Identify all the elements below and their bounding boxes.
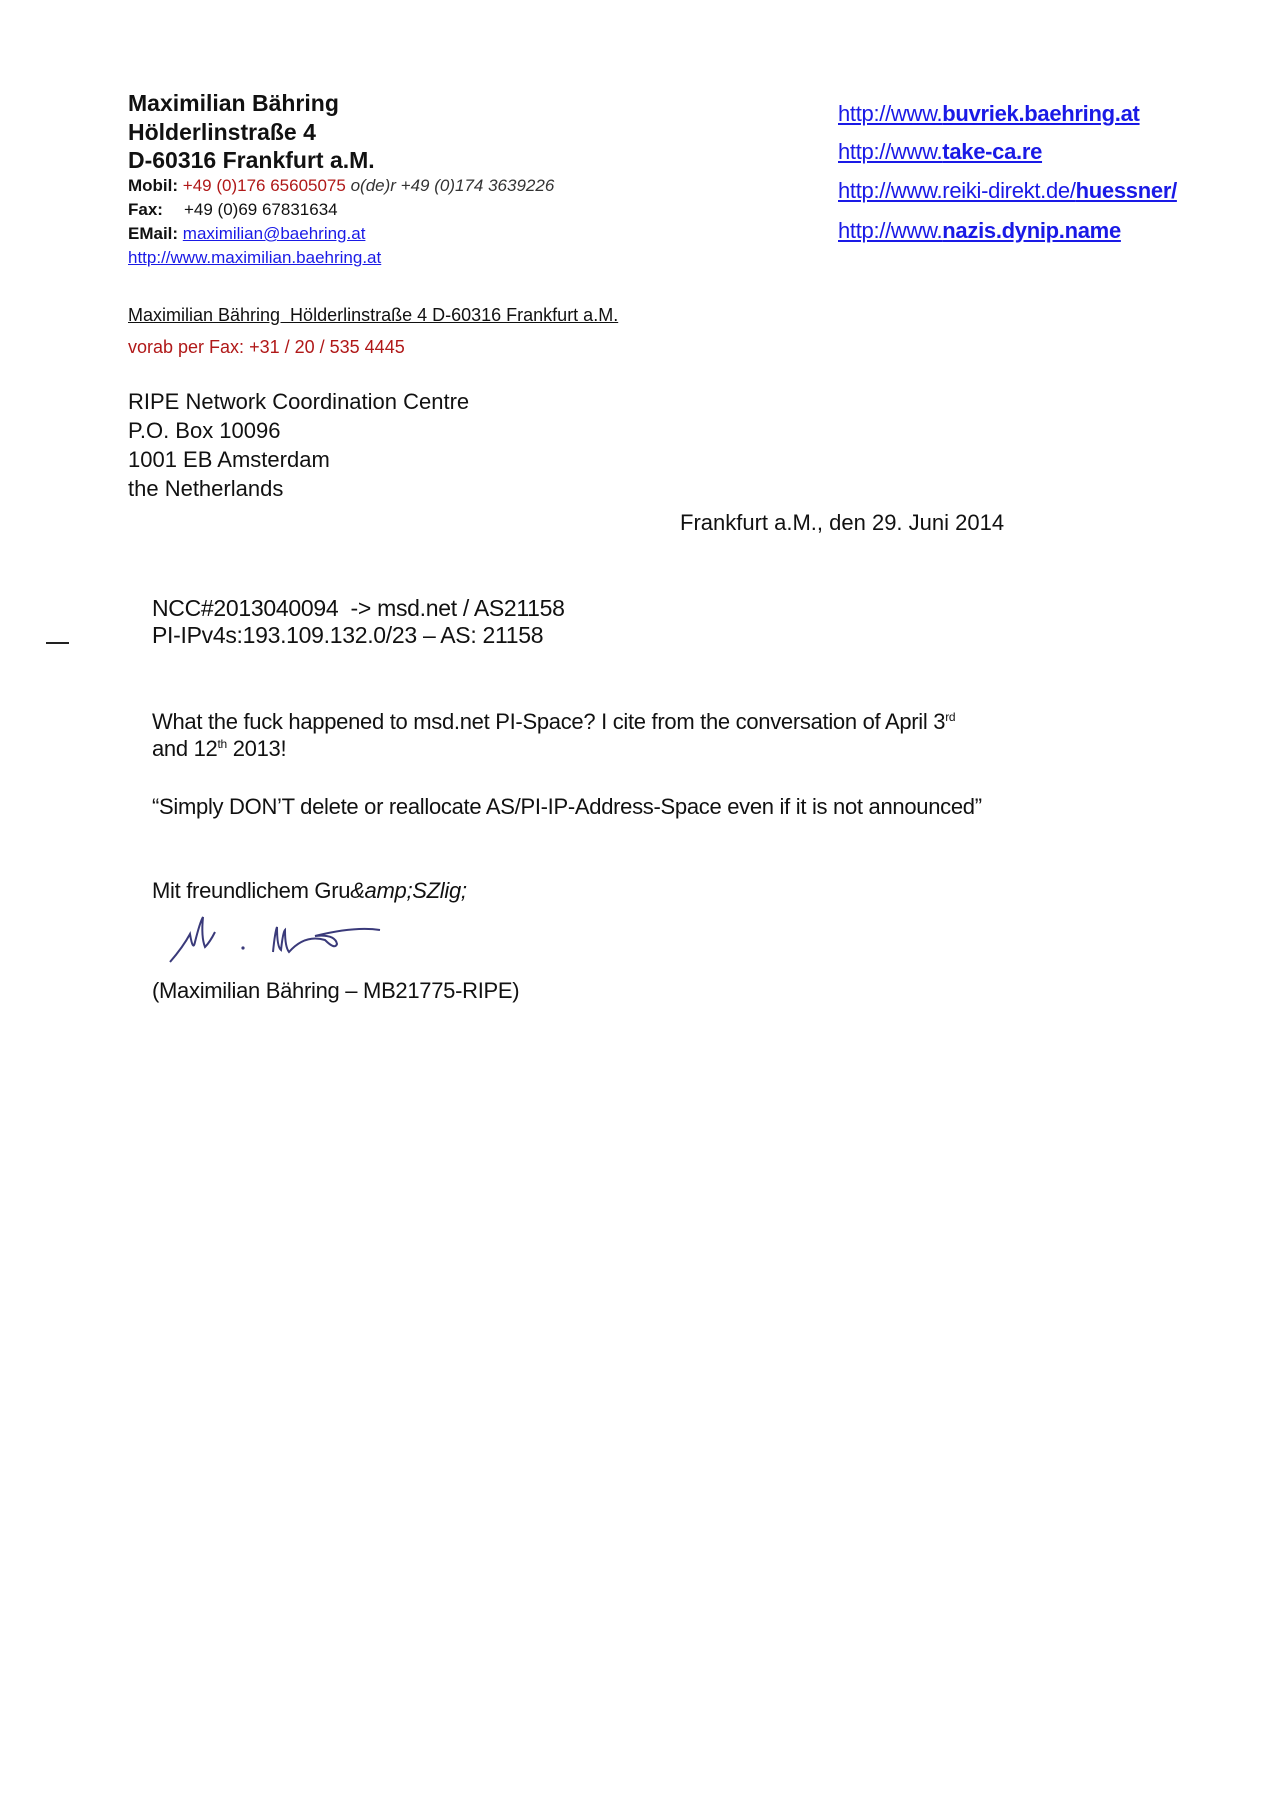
mobile-secondary: +49 (0)174 3639226 [400,176,555,195]
email-line [128,225,365,242]
subject-line: PI-IPv4s:193.109.132.0/23 – AS: 21158 [152,622,544,648]
recipient-line: RIPE Network Coordination Centre [128,389,470,414]
fold-mark [46,642,69,644]
fax-note [128,338,405,356]
sender-street: Hölderlinstraße 4 [128,119,316,145]
date-line: Frankfurt a.M., den 29. Juni 2014 [680,510,1005,535]
recipient-line: 1001 EB Amsterdam [128,447,330,472]
signature-name: (Maximilian Bähring – MB21775-RIPE) [152,978,520,1003]
fax-note-label: vorab per Fax: [128,337,245,357]
subject-line: NCC#2013040094 -> msd.net / AS21158 [152,595,565,621]
mobile-line [128,177,554,194]
greeting: Mit freundlichem Gru&amp;SZlig; [152,878,467,903]
fax-label: Fax: [128,200,163,219]
sender-name: Maximilian Bähring [128,90,339,116]
return-address: Maximilian Bähring Hölderlinstraße 4 D-60316 Frankfurt a.M. [128,305,619,325]
email-link[interactable]: maximilian@baehring.at [182,224,366,243]
mobile-label: Mobil: [128,176,179,195]
email-label: EMail: [128,224,179,243]
sender-city: D-60316 Frankfurt a.M. [128,147,375,173]
mobile-or: o(de)r [350,176,396,195]
mobile-primary: +49 (0)176 65605075 [182,176,346,195]
link-take-care[interactable]: http://www.take-ca.re [838,139,1043,164]
link-reiki[interactable]: http://www.reiki-direkt.de/huessner/ [838,178,1177,203]
quote: “Simply DON’T delete or reallocate AS/PI-IP-Address-Space even if it is not announced” [152,794,982,819]
recipient-line: P.O. Box 10096 [128,418,281,443]
website-line [128,249,381,266]
recipient-line: the Netherlands [128,476,284,501]
body-paragraph-line: and 12th 2013! [152,736,287,761]
fax-note-number: +31 / 20 / 535 4445 [249,337,405,357]
signature-image [165,912,445,968]
link-buvriek[interactable]: http://www.buvriek.baehring.at [838,101,1140,126]
link-nazis[interactable]: http://www.nazis.dynip.name [838,218,1121,243]
fax-number: +49 (0)69 67831634 [184,200,338,219]
website-link[interactable]: http://www.maximilian.baehring.at [128,248,382,267]
fax-line [128,201,338,218]
body-paragraph-line: What the fuck happened to msd.net PI-Space? I cite from the conversation of April 3rd [152,709,956,734]
